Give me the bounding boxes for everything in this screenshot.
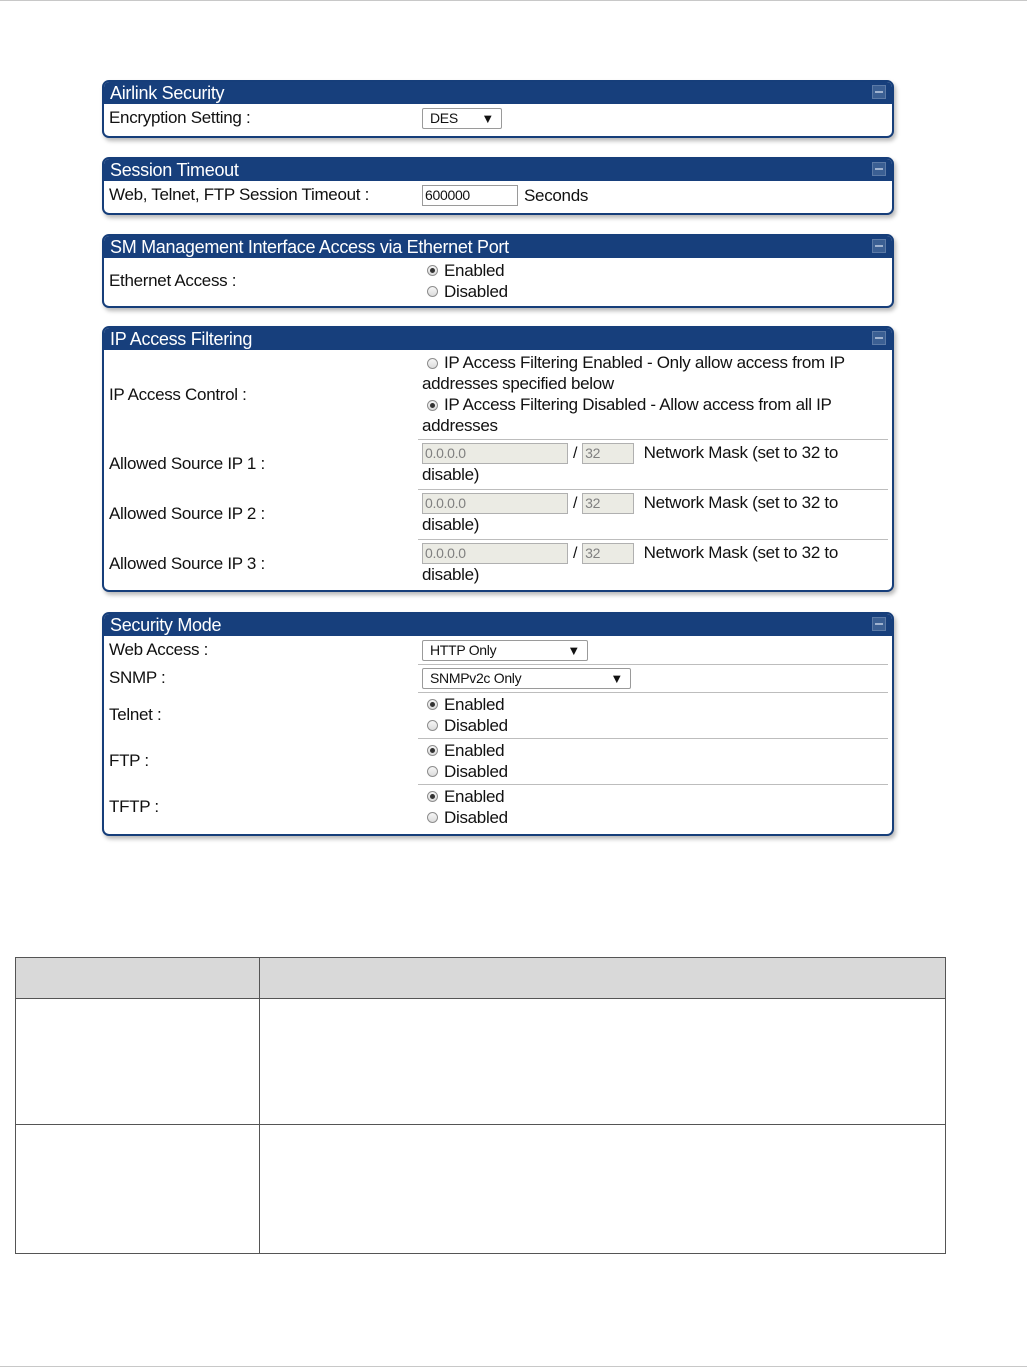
panel-header (104, 159, 892, 181)
tftp-enabled-option[interactable]: Enabled (422, 786, 886, 807)
table-cell (260, 999, 945, 1124)
ethernet-access-label: Ethernet Access : (109, 271, 237, 290)
ip-access-filtering-panel (102, 326, 894, 592)
ftp-label: FTP : (109, 751, 149, 770)
allowed-source-ip-2-label: Allowed Source IP 2 : (109, 504, 265, 523)
encryption-select[interactable] (422, 108, 502, 129)
snmp-select[interactable] (422, 668, 631, 689)
web-access-row (104, 636, 892, 664)
collapse-icon[interactable] (872, 617, 886, 631)
source-ip-1-input[interactable]: 0.0.0.0 (422, 443, 568, 464)
ip-filter-enabled-option[interactable]: IP Access Filtering Enabled - Only allow access from IP addresses specified below (422, 353, 845, 393)
panel-header (104, 236, 892, 258)
tftp-label: TFTP : (109, 797, 159, 816)
panel-title: SM Management Interface Access via Ethernet Port (110, 237, 509, 257)
chevron-down-icon: ▼ (610, 670, 623, 686)
telnet-disabled-option[interactable]: Disabled (422, 715, 886, 736)
table-row (16, 1125, 945, 1253)
bottom-rule (0, 1366, 1027, 1367)
web-access-select[interactable] (422, 640, 588, 661)
security-mode-panel (102, 612, 894, 836)
tftp-row (104, 784, 892, 830)
ethernet-access-row (104, 258, 892, 304)
radio-button-icon[interactable] (427, 358, 438, 369)
tftp-disabled-option[interactable]: Disabled (422, 807, 886, 828)
snmp-label: SNMP : (109, 668, 166, 687)
mask-note: Network Mask (set to 32 to disable) (422, 493, 838, 535)
radio-button-icon[interactable] (427, 286, 438, 297)
airlink-security-panel (102, 80, 894, 138)
table-cell (16, 1125, 260, 1253)
panel-title: Session Timeout (110, 160, 239, 180)
table-header-cell (16, 958, 260, 998)
allowed-source-ip-1-row: Allowed Source IP 1 : 0.0.0.0 / 32 Network Mask (set to 32 to disable) (104, 439, 892, 489)
session-timeout-panel (102, 157, 894, 215)
ftp-enabled-option[interactable]: Enabled (422, 740, 886, 761)
radio-button-icon[interactable] (427, 699, 438, 710)
encryption-label: Encryption Setting : (109, 108, 251, 127)
allowed-source-ip-2-row: Allowed Source IP 2 : 0.0.0.0 / 32 Network Mask (set to 32 to disable) (104, 489, 892, 539)
table-row (16, 999, 945, 1125)
panel-title: Airlink Security (110, 83, 225, 103)
panel-header (104, 82, 892, 104)
snmp-value: SNMPv2c Only (430, 669, 522, 686)
timeout-unit: Seconds (524, 185, 589, 205)
chevron-down-icon: ▼ (567, 642, 580, 658)
allowed-source-ip-1-label: Allowed Source IP 1 : (109, 454, 265, 473)
source-ip-3-input[interactable]: 0.0.0.0 (422, 543, 568, 564)
telnet-row (104, 692, 892, 738)
web-access-label: Web Access : (109, 640, 209, 659)
snmp-row (104, 664, 892, 692)
ip-access-control-row (104, 350, 892, 439)
radio-button-icon[interactable] (427, 400, 438, 411)
radio-button-icon[interactable] (427, 791, 438, 802)
collapse-icon[interactable] (872, 239, 886, 253)
source-ip-1-mask-input[interactable]: 32 (582, 443, 634, 464)
table-header-cell (260, 958, 945, 998)
mask-note: Network Mask (set to 32 to disable) (422, 443, 838, 485)
ftp-row (104, 738, 892, 784)
sm-management-panel (102, 234, 894, 308)
timeout-row (104, 181, 892, 209)
radio-button-icon[interactable] (427, 812, 438, 823)
source-ip-2-mask-input[interactable]: 32 (582, 493, 634, 514)
telnet-label: Telnet : (109, 705, 162, 724)
source-ip-3-mask-input[interactable]: 32 (582, 543, 634, 564)
documentation-table (15, 957, 946, 1254)
timeout-input[interactable]: 600000 (422, 185, 518, 206)
encryption-value: DES (430, 109, 458, 126)
web-access-value: HTTP Only (430, 641, 497, 658)
radio-button-icon[interactable] (427, 745, 438, 756)
ip-filter-disabled-option[interactable]: IP Access Filtering Disabled - Allow access from all IP addresses (422, 395, 832, 435)
radio-button-icon[interactable] (427, 265, 438, 276)
collapse-icon[interactable] (872, 331, 886, 345)
encryption-row (104, 104, 892, 132)
ftp-disabled-option[interactable]: Disabled (422, 761, 886, 782)
source-ip-2-input[interactable]: 0.0.0.0 (422, 493, 568, 514)
radio-button-icon[interactable] (427, 766, 438, 777)
mask-note: Network Mask (set to 32 to disable) (422, 543, 838, 585)
ip-access-control-label: IP Access Control : (109, 384, 247, 404)
table-cell (260, 1125, 945, 1253)
table-cell (16, 999, 260, 1124)
allowed-source-ip-3-row: Allowed Source IP 3 : 0.0.0.0 / 32 Network Mask (set to 32 to disable) (104, 539, 892, 588)
panel-title: IP Access Filtering (110, 329, 253, 349)
ethernet-disabled-option[interactable]: Disabled (422, 281, 886, 302)
ethernet-enabled-option[interactable]: Enabled (422, 260, 886, 281)
collapse-icon[interactable] (872, 162, 886, 176)
chevron-down-icon: ▼ (481, 110, 494, 126)
allowed-source-ip-3-label: Allowed Source IP 3 : (109, 553, 265, 573)
panel-title: Security Mode (110, 615, 222, 635)
table-header-row (16, 958, 945, 999)
panel-header (104, 614, 892, 636)
collapse-icon[interactable] (872, 85, 886, 99)
top-rule (0, 0, 1027, 1)
telnet-enabled-option[interactable]: Enabled (422, 694, 886, 715)
radio-button-icon[interactable] (427, 720, 438, 731)
panel-header (104, 328, 892, 350)
timeout-label: Web, Telnet, FTP Session Timeout : (109, 185, 370, 204)
